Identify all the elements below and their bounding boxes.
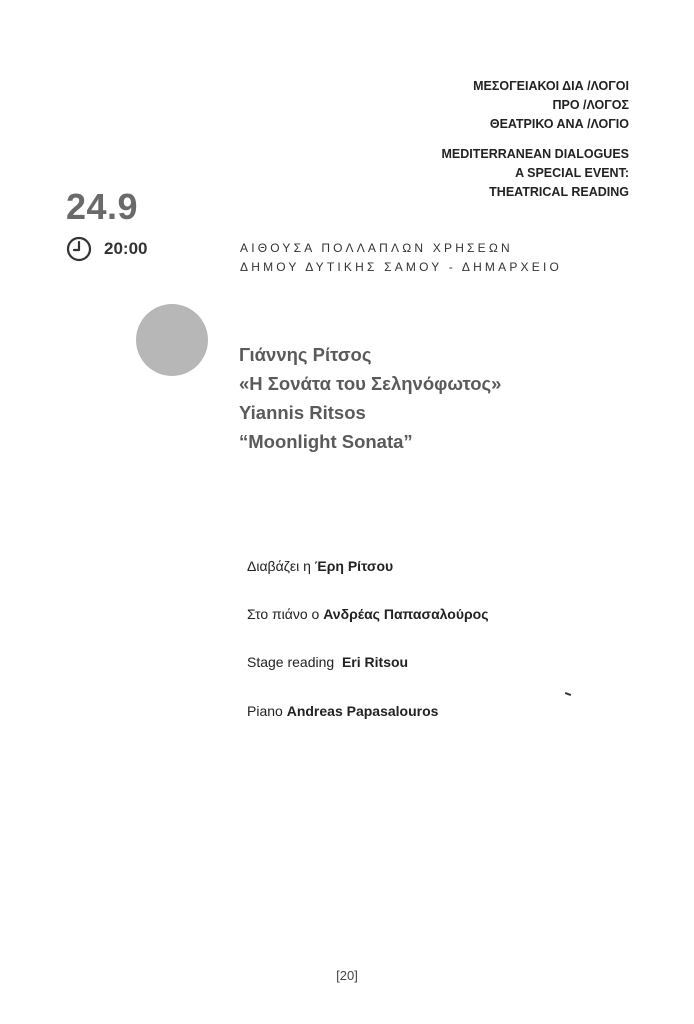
- credit-name: Ανδρέας Παπασαλούρος: [323, 606, 489, 622]
- event-title: [239, 340, 501, 456]
- title-line: Yiannis Ritsos: [239, 402, 366, 423]
- credit-piano-gr: [247, 606, 488, 622]
- header-en-line: MEDITERRANEAN DIALOGUES: [441, 147, 629, 161]
- stray-mark: [565, 692, 571, 696]
- title-line: Γιάννης Ρίτσος: [239, 344, 372, 365]
- credit-piano-en: [247, 703, 438, 719]
- credit-label: Piano: [247, 703, 287, 719]
- event-date: 24.9: [66, 186, 139, 227]
- venue: [240, 239, 562, 277]
- header-gr-line: ΜΕΣΟΓΕΙΑΚΟΙ ΔΙΑ /ΛΟΓΟΙ: [473, 79, 629, 93]
- credit-label: Στο πιάνο ο: [247, 606, 324, 622]
- title-line: “Moonlight Sonata”: [239, 431, 413, 452]
- page-number: [20]: [336, 968, 358, 983]
- venue-line: ΔΗΜΟΥ ΔΥΤΙΚΗΣ ΣΑΜΟΥ - ΔΗΜΑΡΧΕΙΟ: [240, 260, 563, 274]
- venue-line: ΑΙΘΟΥΣΑ ΠΟΛΛΑΠΛΩΝ ΧΡΗΣΕΩΝ: [240, 241, 513, 255]
- credit-label: Stage reading: [247, 654, 342, 670]
- clock-icon: [66, 236, 92, 262]
- credit-reader-gr: [247, 558, 393, 574]
- header-greek: [473, 77, 629, 134]
- credit-reader-en: [247, 654, 408, 670]
- credit-label: Διαβάζει η: [247, 558, 315, 574]
- header-en-line: THEATRICAL READING: [489, 185, 629, 199]
- header-english: [441, 145, 629, 202]
- header-gr-line: ΠΡΟ /ΛΟΓΟΣ: [552, 98, 629, 112]
- credit-name: Έρη Ρίτσου: [314, 558, 394, 574]
- decorative-circle: [136, 304, 208, 376]
- title-line: «Η Σονάτα του Σεληνόφωτος»: [239, 373, 502, 394]
- header-gr-line: ΘΕΑΤΡΙΚΟ ΑΝΑ /ΛΟΓΙΟ: [489, 117, 629, 131]
- credit-name: Eri Ritsou: [341, 654, 409, 670]
- credit-name: Andreas Papasalouros: [286, 703, 439, 719]
- event-time-row: [66, 236, 147, 262]
- event-time: 20:00: [104, 239, 148, 258]
- header-en-line: A SPECIAL EVENT:: [515, 166, 629, 180]
